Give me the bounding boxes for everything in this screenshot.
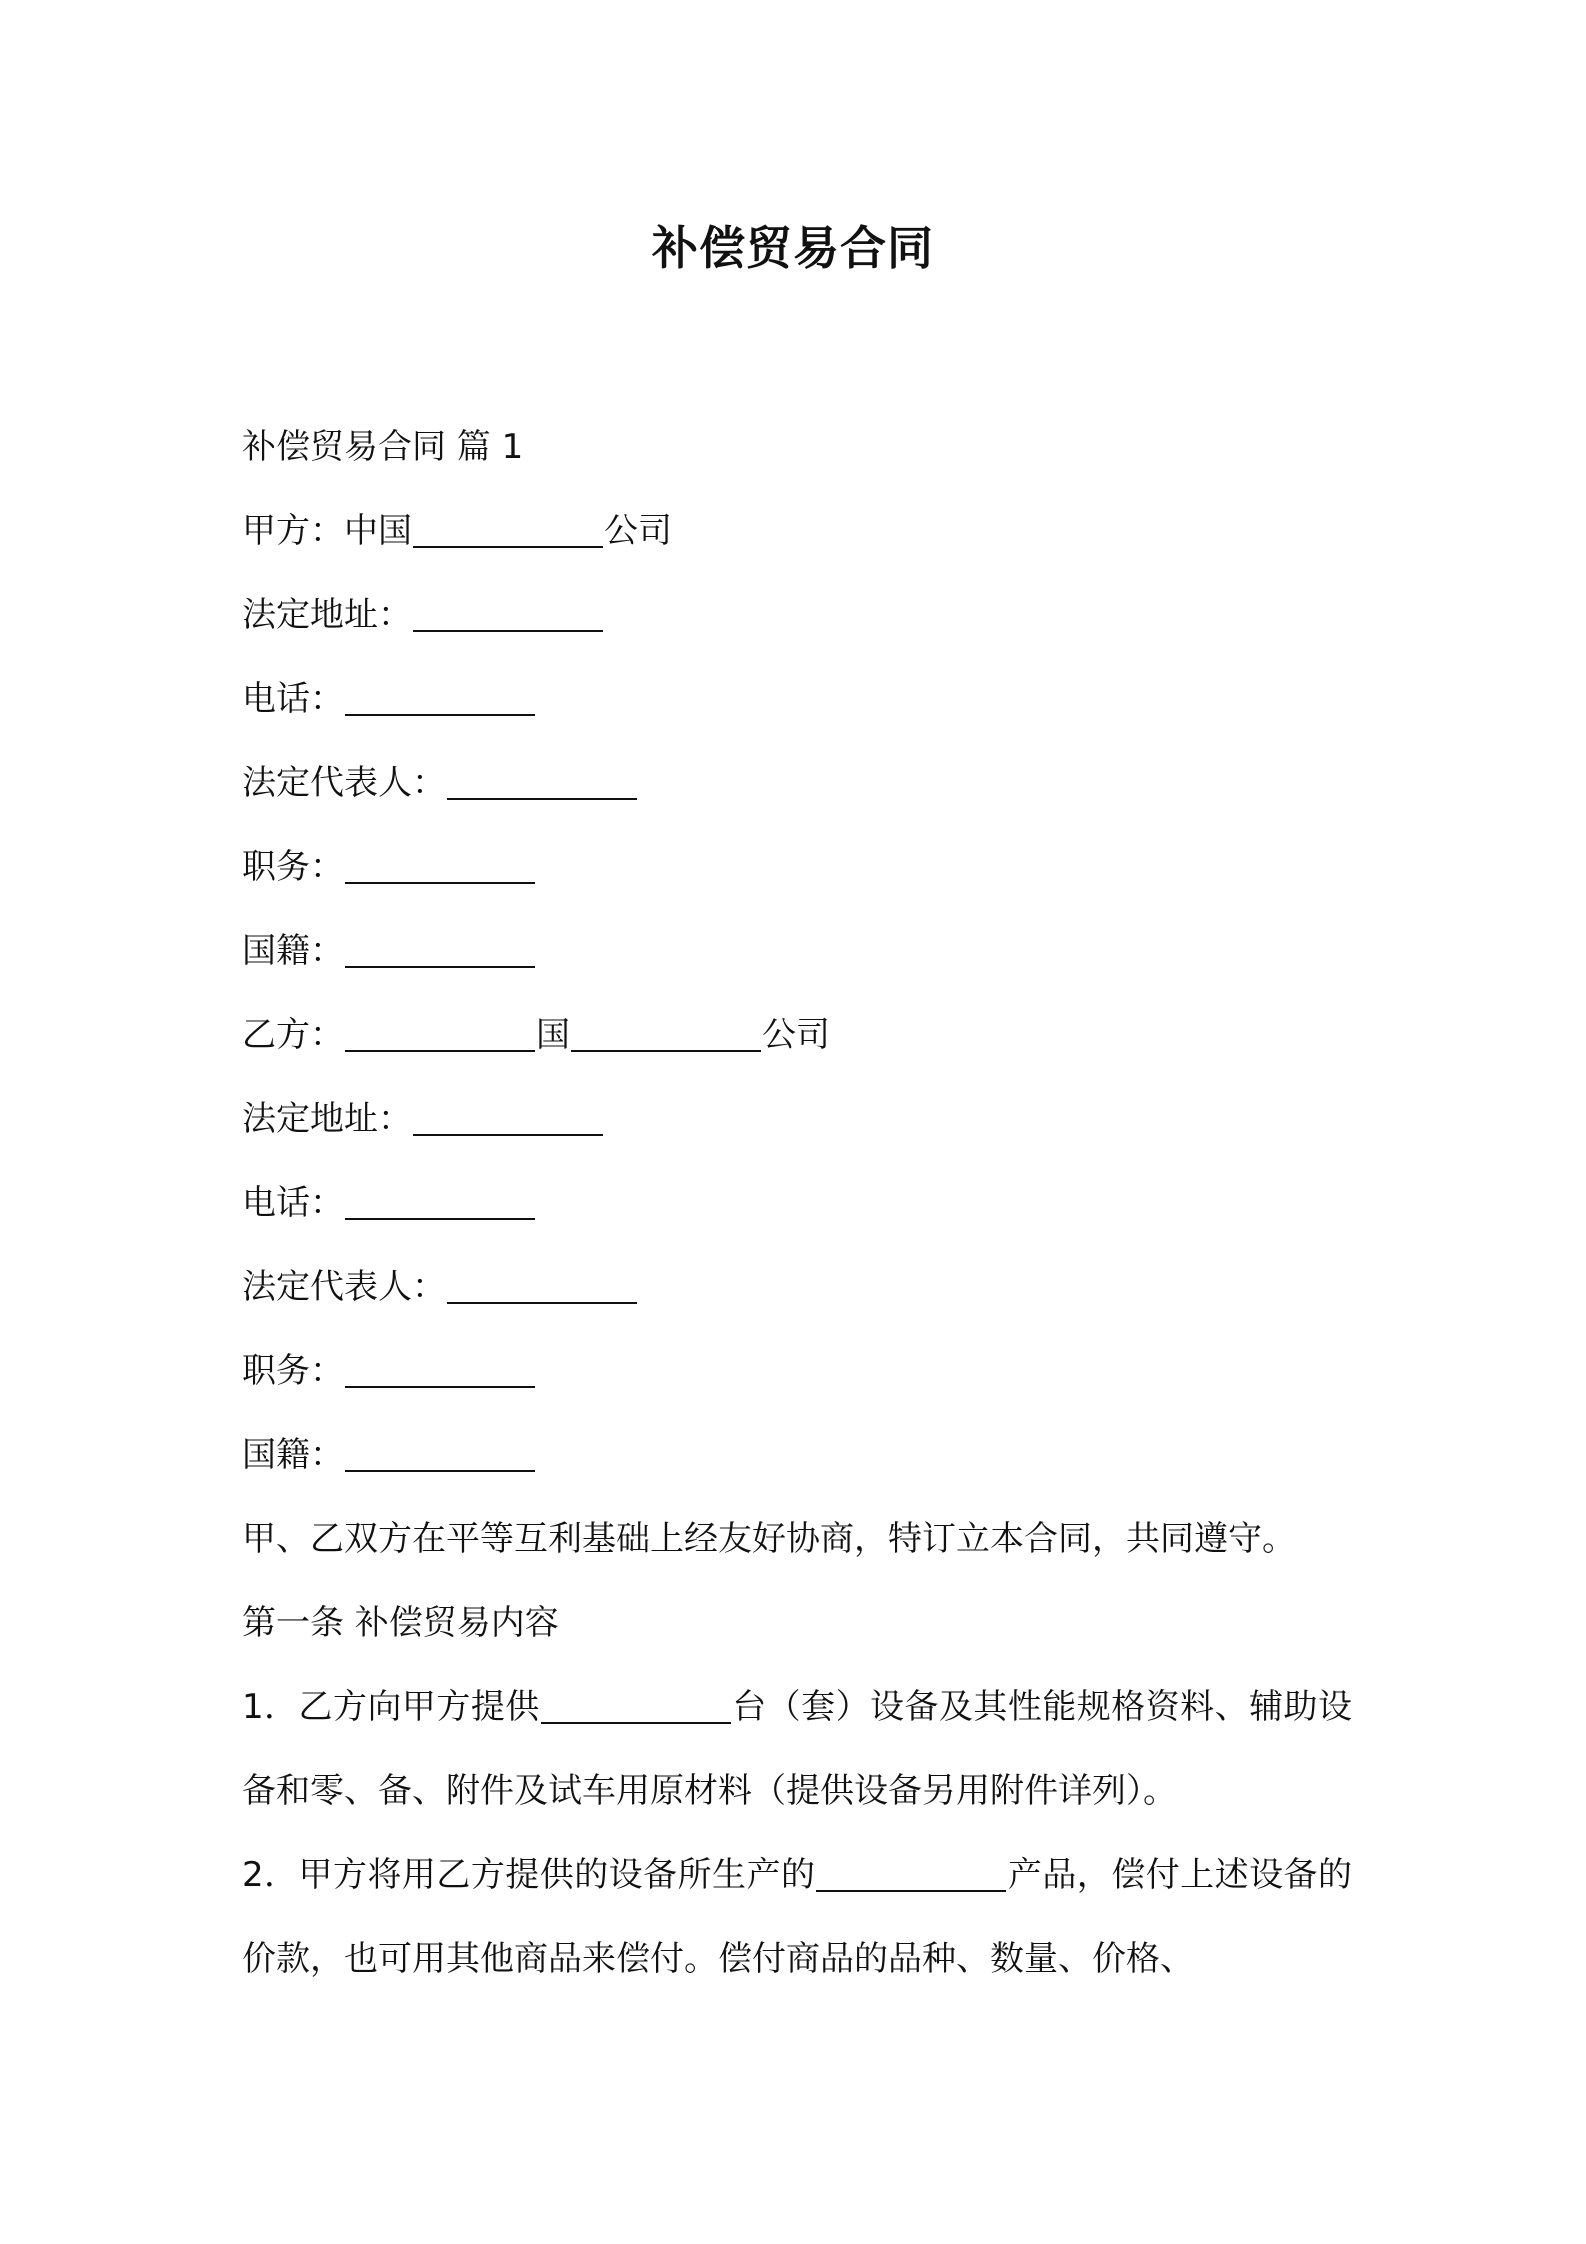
party-a-nationality-blank (345, 932, 535, 968)
party-a-name-blank (413, 512, 603, 548)
party-b-nationality-label: 国籍： (242, 1435, 344, 1475)
section-heading: 补偿贸易合同 篇 1 (242, 427, 524, 467)
party-b-country-blank (345, 1016, 535, 1052)
article-1-heading: 第一条 补偿贸易内容 (242, 1603, 559, 1643)
party-b-phone-label: 电话： (242, 1183, 344, 1223)
party-b-line (242, 993, 1352, 1077)
party-b-position-line (242, 1329, 1352, 1413)
party-b-address-label: 法定地址： (242, 1099, 412, 1139)
party-b-nationality-blank (345, 1436, 535, 1472)
party-b-mid: 国 (536, 1015, 570, 1055)
party-a-nationality-line (242, 909, 1352, 993)
party-b-representative-blank (447, 1268, 637, 1304)
party-b-label: 乙方： (242, 1015, 344, 1055)
clause-1-suffix: 台（套）设备及其性能规格资料、辅助设备和零、备、附件及试车用原材料（提供设备另用附件详列）。 (242, 1687, 1353, 1811)
party-b-suffix: 公司 (762, 1015, 830, 1055)
clause-2-prefix: 2．甲方将用乙方提供的设备所生产的 (242, 1855, 816, 1895)
clause-2 (242, 1833, 1352, 2001)
party-a-position-line (242, 825, 1352, 909)
party-a-phone-blank (345, 680, 535, 716)
document-body (242, 405, 1352, 2001)
party-b-position-label: 职务： (242, 1351, 344, 1391)
clause-1-quantity-blank (541, 1688, 731, 1724)
party-b-address-line (242, 1077, 1352, 1161)
party-a-address-line (242, 573, 1352, 657)
party-b-representative-label: 法定代表人： (242, 1267, 446, 1307)
party-a-position-label: 职务： (242, 847, 344, 887)
party-b-representative-line (242, 1245, 1352, 1329)
party-a-phone-label: 电话： (242, 679, 344, 719)
clause-1-prefix: 1．乙方向甲方提供 (242, 1687, 540, 1727)
party-a-address-label: 法定地址： (242, 595, 412, 635)
party-b-position-blank (345, 1352, 535, 1388)
party-a-label: 甲方： (242, 511, 344, 551)
party-a-nationality-label: 国籍： (242, 931, 344, 971)
party-a-representative-label: 法定代表人： (242, 763, 446, 803)
document-title: 补偿贸易合同 (652, 221, 934, 275)
party-a-representative-line (242, 741, 1352, 825)
clause-1 (242, 1665, 1352, 1833)
party-b-phone-line (242, 1161, 1352, 1245)
party-b-nationality-line (242, 1413, 1352, 1497)
party-a-address-blank (413, 596, 603, 632)
agreement-statement: 甲、乙双方在平等互利基础上经友好协商，特订立本合同，共同遵守。 (242, 1519, 1296, 1559)
party-a-position-blank (345, 848, 535, 884)
clause-2-product-blank (816, 1856, 1006, 1892)
clause-2-suffix: 产品，偿付上述设备的价款，也可用其他商品来偿付。偿付商品的品种、数量、价格、 (242, 1855, 1352, 1979)
party-a-line (242, 489, 1352, 573)
party-b-phone-blank (345, 1184, 535, 1220)
party-a-suffix: 公司 (604, 511, 672, 551)
party-a-phone-line (242, 657, 1352, 741)
party-b-name-blank (571, 1016, 761, 1052)
party-a-representative-blank (447, 764, 637, 800)
party-a-prefix: 中国 (344, 511, 412, 551)
party-b-address-blank (413, 1100, 603, 1136)
